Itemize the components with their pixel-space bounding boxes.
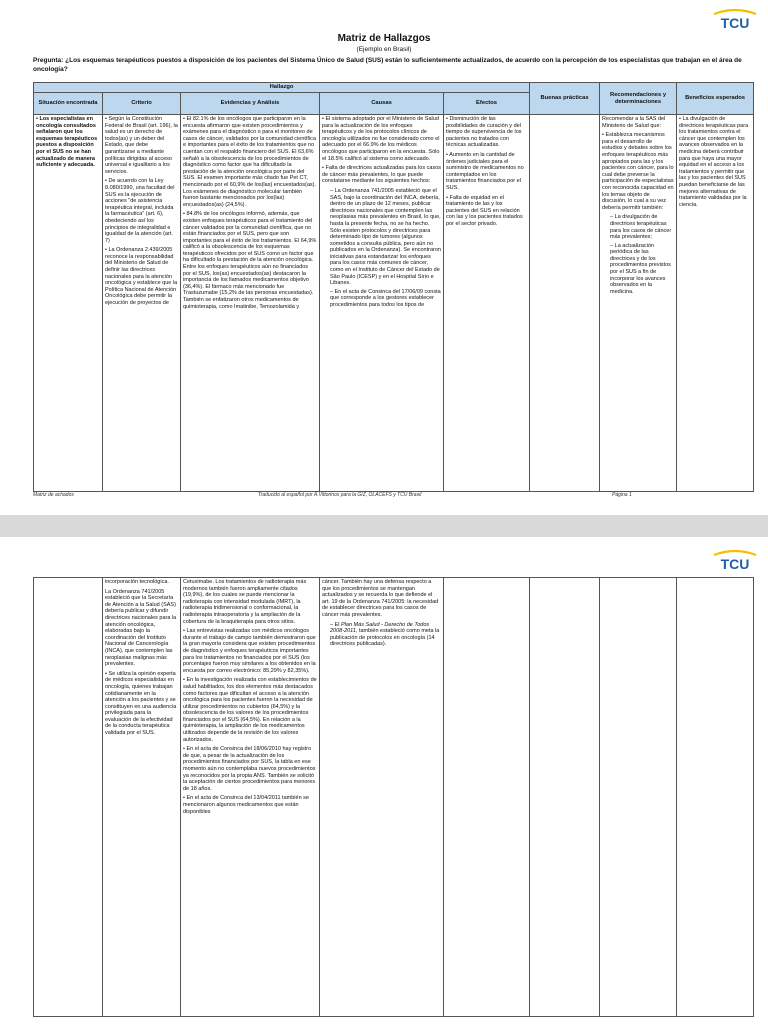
tcu-logo-icon: [710, 8, 760, 30]
cell-causas: [320, 115, 444, 492]
col-header-buenas: Buenas prácticas: [530, 83, 600, 115]
causas-paragraph: • Falta de directrices actualizadas para los casos de cáncer más prevalentes, lo que puede constatarse mediante los siguientes hechos:: [322, 165, 442, 185]
cell-situacion: [34, 115, 103, 492]
col-header-situacion: Situación encontrada: [34, 93, 103, 115]
evidencias-paragraph: • En la investigación realizada con establecimientos de salud habilitados, los dos elementos más destacados como factores que dificultan el acceso a la atención oncológica para los pacientes fueron la necesidad de utilizar procedimientos no cubiertos (64,5%) y la obsolescencia de los valores de los procedimientos financiados por el SUS (64,5%). En relación a la quimioterapia, la ampliación de los medicamentos utilizados depende de la revisión de los valores autorizados.: [183, 677, 317, 743]
col-header-beneficios: Beneficios esperados: [677, 83, 754, 115]
cell-beneficios: [677, 578, 754, 1017]
recom-subitem: – La actualización periódica de las directrices y de los procedimientos previstos por el SUS a fin de incorporar los avances observados en la medicina.: [610, 242, 671, 295]
causas-subitem-rest: , también estableció como meta la publicación de protocolos en oncología (14 directrices publicadas).: [330, 628, 440, 648]
audit-question: Pregunta: ¿Los esquemas terapéuticos puestos a disposición de los pacientes del Sistema Único de Salud (SUS) están lo suficientemente actualizados, de acuerdo con la percepción de los especialistas que trabajan en el área de oncología?: [33, 57, 742, 73]
cell-buenas: [530, 115, 600, 492]
evidencias-paragraph: • El 82.1% de los oncólogos que participaron en la encuesta afirmaron que existen procedimientos y exámenes para el diagnóstico o para el monitoreo de casos de cáncer, validados por la comunidad científica e importantes para el éxito de los tratamientos que no cuentan con el respaldo financiero del SUS. El 63,6% señaló a la obsolescencia de los procedimientos de diagnóstico como factor que ha dificultado la prestación de la atención oncológica por parte del SUS. El examen importante más citado fue Pet CT, mencionado por el 60,9% de los(las) encuestados(as). Los exámenes de diagnóstico molecular también fueron bastante mencionados por los(las) encuestados(as) (24,5%).: [183, 116, 316, 208]
causas-subitem: – La Ordenanza 741/2005 estableció que el SAS, bajo la coordinación del INCA, debería, dentro de un plazo de 12 meses, publicar directrices nacionales que contemplen las neoplasias más prevalentes en Brasil, lo que, hasta la presente fecha, no se ha hecho. Sólo existen protocolos y directrices para determinado tipo de tumores (algunos sometidos a consulta pública, pero aún no publicados en la Ordenanza). Se encontraron iniciativas para estandarizar los enfoques para los casos más comunes de cáncer, como en el Instituto de Cáncer del Estado de São Paulo (ICESP) y en el Hospital Sírio e Libanes.: [330, 187, 441, 287]
recom-subitem: – La divulgación de directrices terapéuticas para los casos de cáncer más prevalentes;: [610, 214, 672, 241]
evidencias-paragraph: • 84.8% de los oncólogos informó, además, que existen enfoques terapéuticos para el tratamiento del cáncer validados por la comunidad científica, que no están financiados por el SUS, pero que son importantes para el éxito de los tratamientos. El 64,9% calificó a la obsolescencia de los esquemas terapéuticos ofrecidos por el SUS como un factor que ha dificultado la prestación de la atención oncológica. Entre los enfoques terapéuticos aún no financiados por el SUS, los(as) encuestados(as) destacaron la importancia de los llamados medicamentos objetivo (36,4%). El fármaco más mencionado fue Trastuzumabe (15,2% de las personas encuestadas). También se enfatizaron otros medicamentos de quimioterapia, como Imatinibe, Temozolamida y: [183, 211, 317, 310]
criterio-paragraph: • La Ordenanza 2.439/2005 reconoce la responsabilidad del Ministerio de Salud de definir las directrices nacionales para la atención oncológica y establece que la Política Nacional de Atención Oncológica debe permitir la ejecución de proyectos de: [105, 247, 178, 307]
cell-buenas: [530, 578, 600, 1017]
situacion-text: • Los especialistas en oncología consultados señalaron que los esquemas terapéuticos puestos a disposición por el SUS no se han actualizado de manera suficiente y adecuada.: [36, 116, 98, 169]
col-header-efectos: Efectos: [444, 93, 530, 115]
efectos-paragraph: • Disminución de las posibilidades de curación y del tiempo de supervivencia de los pacientes no tratados con técnicas actualizadas.: [446, 116, 522, 149]
causas-subitem-prefix: – El: [330, 621, 342, 628]
recom-paragraph: Recomendar a la SAS del Ministerio de Salud que:: [602, 116, 666, 129]
cell-criterio: [103, 578, 181, 1017]
criterio-paragraph: La Ordenanza 741/2005 estableció que la Secretaría de Atención a la Salud (SAS) debería publicar y difundir directrices nacionales para la atención oncológica, elaboradas bajo la coordinación del Instituto Nacional de Cancerología (INCA), que contemplen las neoplasias malignas más prevalentes.: [105, 588, 177, 668]
criterio-paragraph: • De acuerdo con la Ley 8.080/1990, una facultad del SUS es la ejecución de acciones "de asistencia terapéutica integral, incluida la farmacéutica" (art. 6), obedeciendo así los principios de integralidad e igualdad de la atención (art. 7): [105, 178, 175, 244]
cell-criterio: [103, 115, 181, 492]
footer-page-number: Página 1: [612, 492, 632, 498]
cell-causas: [320, 578, 444, 1017]
efectos-paragraph: • Aumento en la cantidad de órdenes judiciales para el suministro de medicamentos no contemplados en los tratamientos financiados por el SUS.: [446, 151, 524, 191]
evidencias-paragraph: • Las entrevistas realizadas con médicos oncólogos durante el trabajo de campo también demostraron que la gran mayoría considera que existen procedimientos de diagnóstico y enfoques terapéuticos importantes para los tratamientos no financiados por el SUS (los porcentajes fueron muy similares a los obtenidos en la encuesta por correo electrónico: 85,29% y 82,35%).: [183, 628, 316, 674]
findings-matrix-continued: [33, 577, 754, 1017]
cell-recomendaciones: [600, 115, 677, 492]
cell-efectos: [444, 115, 530, 492]
cell-evidencias: [181, 578, 320, 1017]
recom-paragraph: • Establezca mecanismos para el desarrollo de estudios y debates sobre los enfoques terapéuticos más apropiados para las y los pacientes con cáncer, para lo cual debe preverse la participación de especialistas con reconocida capacidad en los temas objeto de discusión, lo cual a su vez debería permitir también:: [602, 132, 674, 211]
causas-paragraph: • El sistema adoptado por el Ministerio de Salud para la actualización de los enfoques terapéuticos y de los protocolos clínicos de oncología utilizados no fue considerado como el adecuado por el 66.9% de los médicos oncólogos que participaron en la encuesta. Sólo el 18.5% calificó al sistema como adecuado.: [322, 116, 440, 162]
cell-situacion: [34, 578, 103, 1017]
table-row: [34, 578, 754, 1017]
causas-subitem: [322, 622, 441, 648]
causas-subitem: – En el acta de Consinca del 17/06/09 consta que corresponde a los gestores establecer procedimientos para todos los tipos de: [330, 288, 441, 309]
criterio-paragraph: • Se utiliza la opinión experta de médicos especialistas en oncología, quienes trabajan cotidianamente en la atención a los pacientes y se constituyen en una audiencia privilegiada para la evaluación de la efectividad de la conducta terapéutica validada por el SUS.: [105, 670, 177, 737]
cell-beneficios: [677, 115, 754, 492]
hallazgo-group-header: Hallazgo: [34, 83, 530, 93]
evidencias-paragraph: • En el acta de Consinca del 13/04/2011 también se mencionaron algunos medicamentos que están disponibles: [183, 795, 309, 815]
table-row: [34, 115, 754, 492]
footer-left: Matriz de achados: [33, 492, 74, 498]
beneficios-text: • La divulgación de directrices terapéuticas para los tratamientos contra el cáncer que contemplen los avances observados en la medicina deberá contribuir para que haya una mayor equidad en el acceso a los tratamientos y permitir que las y los pacientes del SUS puedan beneficiarse de las mejores alternativas de tratamiento validadas por la ciencia.: [679, 116, 749, 208]
findings-matrix: [33, 82, 754, 492]
logo-text: TCU: [720, 15, 750, 30]
footer-center: Traducido al español por A.Vittorinox para la GIZ, OLACEFS y TCU Brasil: [258, 492, 422, 498]
causas-paragraph: cáncer. También hay una defensa respecto a que los procedimientos se mantengan actualizados y se recuerda lo que defiende el art. 19 de la Ordenanza 741/2005: la necesidad de establecer directrices para los casos de cáncer más prevalentes.: [322, 579, 439, 618]
col-header-causas: Causas: [320, 93, 444, 115]
logo-text: TCU: [720, 556, 750, 571]
evidencias-paragraph: Cetuximabe. Los tratamientos de radioterapia más modernos también fueron ampliamente citados (19,9%), de los cuales se puede mencionar la radioterapia con intensidad modulada (IMRT), la radioterapia tridimensional o conformacional, la radioterapia intraoperatoria y la ampliación de la cobertura de la braquiterapia para otros sitios.: [183, 579, 307, 625]
col-header-criterio: Criterio: [103, 93, 181, 115]
criterio-paragraph: incorporación tecnológica.: [105, 579, 169, 585]
page-2: [0, 537, 768, 1024]
cell-recomendaciones: [600, 578, 677, 1017]
page-title: Matriz de Hallazgos: [337, 33, 431, 44]
cell-evidencias: [181, 115, 320, 492]
col-header-evidencias: Evidencias y Análisis: [181, 93, 320, 115]
tcu-logo-icon: [710, 549, 760, 571]
col-header-recomendaciones: Recomendaciones y determinaciones: [600, 83, 677, 115]
criterio-paragraph: • Según la Constitución Federal de Brasil (art. 196), la salud es un derecho de todos(as) y un deber del Estado, que debe garantizarse a mediante políticas dirigidas al acceso universal e igualitario a los servicios.: [105, 116, 178, 175]
page-subtitle: (Ejemplo en Brasil): [356, 46, 412, 53]
evidencias-paragraph: • En el acta de Consinca del 18/06/2010 hay registro de que, a pesar de la actualización de los procedimientos financiados por SUS, la tabla en ese momento aún no contemplaba nuevos procedimientos ya reconocidos por la propia ANS. También se solicitó la aceptación de ciertos procedimientos para menores de 18 años.: [183, 746, 316, 792]
cell-efectos: [444, 578, 530, 1017]
efectos-paragraph: • Falta de equidad en el tratamiento de las y los pacientes del SUS en relación con las y los pacientes tratados por el sector privado.: [446, 194, 523, 227]
plan-title: Plan Más Salud - Derecho de Todos 2008-2011: [330, 621, 430, 635]
